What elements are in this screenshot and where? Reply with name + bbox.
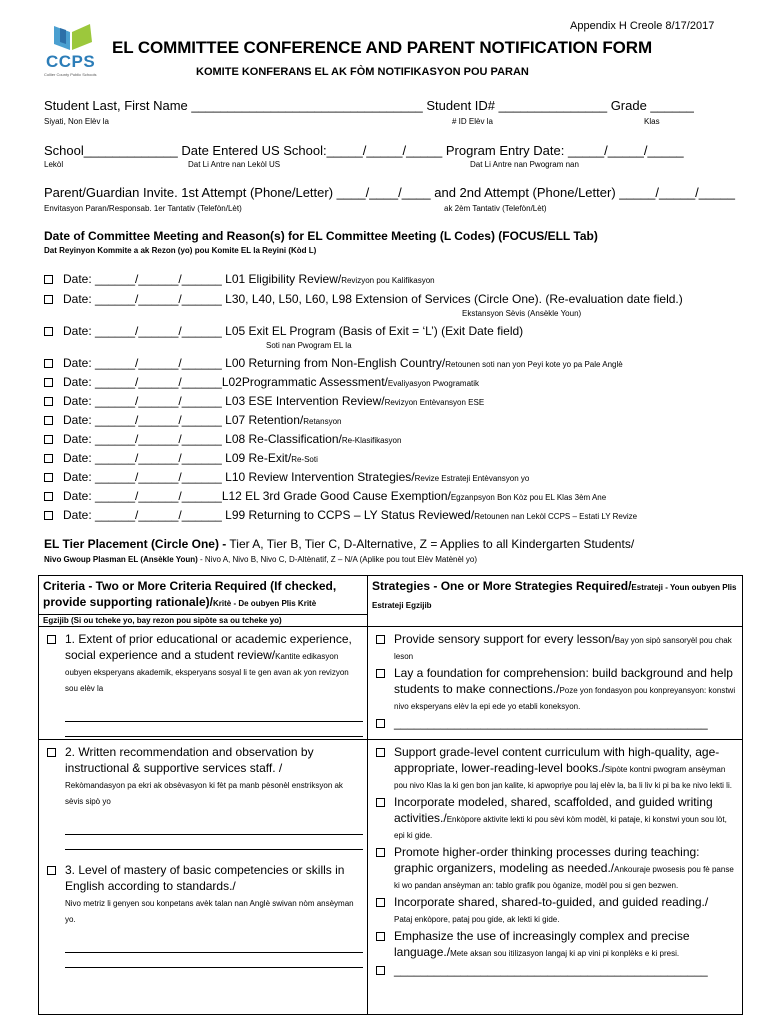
student-info-row[interactable]: Student Last, First Name ________________________________ Student ID# _______________ Grade ______ bbox=[44, 98, 694, 113]
criteria-strategies-table bbox=[38, 575, 743, 1015]
tier-label: EL Tier Placement (Circle One) - bbox=[44, 537, 227, 551]
checkbox[interactable] bbox=[44, 378, 53, 387]
criteria-cell-2 bbox=[39, 740, 368, 1015]
appendix-label: Appendix H Creole 8/17/2017 bbox=[570, 20, 715, 32]
criteria-item[interactable]: 3. Level of mastery of basic competencies or skills in English according to standards./ Nivo metriz li genyen sou konpetans avèk talan nan Anglè swivan nòm ansèyman yo. bbox=[43, 862, 363, 926]
tier-options: Tier A, Tier B, Tier C, D-Alternative, Z = Applies to all Kindergarten Students/ bbox=[226, 537, 635, 551]
checkbox[interactable] bbox=[44, 327, 53, 336]
checkbox[interactable] bbox=[376, 719, 385, 728]
lcode-item[interactable]: Date: ______/______/______ L99 Returning to CCPS – LY Status Reviewed/Retounen nan Lekòl CCPS – Estati LY Revize bbox=[44, 508, 637, 522]
school-tr: Lekòl bbox=[44, 160, 64, 169]
lcode-item[interactable]: Date: ______/______/______ L10 Review Intervention Strategies/Revize Estrateji Entèvansyon yo bbox=[44, 470, 529, 484]
date-entered-tr: Dat Li Antre nan Lekòl US bbox=[188, 160, 281, 169]
checkbox[interactable] bbox=[44, 473, 53, 482]
strategy-item[interactable]: _______________________________________________ bbox=[372, 715, 738, 731]
logo-subtext: Collier County Public Schools bbox=[44, 72, 97, 77]
strategy-item[interactable]: Emphasize the use of increasingly complex and precise language./Mete aksan sou itilizasyon langaj ki ap vini pi konplèks e ki presi. bbox=[372, 928, 738, 960]
tier-translation: Nivo Gwoup Plasman EL (Ansèkle Youn) - Nivo A, Nivo B, Nivo C, D-Altènatif, Z – N/A (Aplike pou tout Elèv Matènèl yo) bbox=[44, 555, 478, 564]
form-title: EL COMMITTEE CONFERENCE AND PARENT NOTIFICATION FORM bbox=[112, 38, 653, 57]
student-name-tr: Siyati, Non Elèv la bbox=[44, 117, 109, 126]
lcode-item[interactable]: Date: ______/______/______ L09 Re-Exit/Re-Soti bbox=[44, 451, 318, 465]
rationale-line[interactable] bbox=[65, 955, 363, 968]
checkbox[interactable] bbox=[44, 435, 53, 444]
strategy-item[interactable]: Support grade-level content curriculum with high-quality, age-appropriate, lower-reading-level books./Sipòte kontni pwogram ansèyman pou nivo Klas la ki gen bon jan kalite, ki apwopriye pou laj elèv la, ba li liv ki pi ba ke nivo lekti li. bbox=[372, 744, 738, 792]
school-row[interactable]: School_____________ Date Entered US School:_____/_____/_____ Program Entry Date: _____/_____/_____ bbox=[44, 143, 684, 158]
checkbox[interactable] bbox=[376, 669, 385, 678]
lcode-sub: Ekstansyon Sèvis (Ansèkle Youn) bbox=[462, 309, 582, 318]
lcode-item[interactable]: Date: ______/______/______ L30, L40, L50, L60, L98 Extension of Services (Circle One). (Re-evaluation date field.) bbox=[44, 292, 683, 306]
strategy-item[interactable]: Promote higher-order thinking processes during teaching: graphic organizers, modeling as needed./Ankouraje pwosesis pou fè panse ki wo pandan ansèyman an: tablo grafik pou òganize, modèl pou si gen bezwen. bbox=[372, 844, 738, 892]
strategy-item[interactable]: _______________________________________________ bbox=[372, 962, 738, 978]
parent-invite-row[interactable]: Parent/Guardian Invite. 1st Attempt (Phone/Letter) ____/____/____ and 2nd Attempt (Phone/Letter) _____/_____/_____ bbox=[44, 185, 735, 200]
checkbox[interactable] bbox=[376, 898, 385, 907]
meeting-section-subtitle: Dat Reyinyon Kommite a ak Rezon (yo) pou Komite EL la Reyini (Kòd L) bbox=[44, 246, 317, 255]
lcode-item[interactable]: Date: ______/______/______ L03 ESE Intervention Review/Revizyon Entèvansyon ESE bbox=[44, 394, 484, 408]
checkbox[interactable] bbox=[44, 492, 53, 501]
rationale-line[interactable] bbox=[65, 709, 363, 722]
lcode-item[interactable]: Date: ______/______/______ L01 Eligibility Review/Revizyon pou Kalifikasyon bbox=[44, 272, 435, 286]
lcode-item[interactable]: Date: ______/______/______ L00 Returning from Non-English Country/Retounen soti nan yon Peyi kote yo pa Pale Anglè bbox=[44, 356, 623, 370]
rationale-line[interactable] bbox=[65, 940, 363, 953]
strategies-cell-1 bbox=[368, 627, 743, 740]
criteria-header: Criteria - Two or More Criteria Required (If checked, provide supporting rationale)/Kritè - De oubyen Plis Kritè bbox=[39, 576, 368, 615]
program-entry-tr: Dat Li Antre nan Pwogram nan bbox=[470, 160, 579, 169]
lcode-sub: Soti nan Pwogram EL la bbox=[266, 341, 352, 350]
checkbox[interactable] bbox=[376, 748, 385, 757]
criteria-cell-1 bbox=[39, 627, 368, 740]
checkbox[interactable] bbox=[44, 275, 53, 284]
checkbox[interactable] bbox=[44, 454, 53, 463]
checkbox[interactable] bbox=[376, 932, 385, 941]
second-attempt-tr: ak 2èm Tantativ (Telefòn/Lèt) bbox=[444, 204, 547, 213]
checkbox[interactable] bbox=[44, 359, 53, 368]
rationale-line[interactable] bbox=[65, 724, 363, 737]
student-id-tr: # ID Elèv la bbox=[452, 117, 493, 126]
strategy-item[interactable]: Incorporate shared, shared-to-guided, and guided reading./ Pataj enkòpore, pataj pou gide, ak lekti ki gide. bbox=[372, 894, 738, 926]
strategies-header: Strategies - One or More Strategies Required/Estrateji - Youn oubyen Plis Estrateji Egzijib bbox=[368, 576, 743, 627]
checkbox[interactable] bbox=[44, 511, 53, 520]
first-attempt-tr: Envitasyon Paran/Responsab. 1er Tantativ (Telefòn/Lèt) bbox=[44, 204, 242, 213]
meeting-section-title: Date of Committee Meeting and Reason(s) for EL Committee Meeting (L Codes) (FOCUS/ELL Tab) bbox=[44, 229, 598, 243]
checkbox[interactable] bbox=[47, 748, 56, 757]
criteria-header-tr: Egzijib (Si ou tcheke yo, bay rezon pou sipòte sa ou tcheke yo) bbox=[39, 615, 368, 627]
strategy-item[interactable]: Provide sensory support for every lesson/Bay yon sipò sansoryèl pou chak leson bbox=[372, 631, 738, 663]
strategy-item[interactable]: Lay a foundation for comprehension: build background and help students to make connections./Poze yon fondasyon pou konpreyansyon: konstwi nivo eksperyans elèv la epi ede yo etabli koneksyon. bbox=[372, 665, 738, 713]
checkbox[interactable] bbox=[44, 416, 53, 425]
checkbox[interactable] bbox=[376, 848, 385, 857]
checkbox[interactable] bbox=[44, 295, 53, 304]
criteria-item[interactable]: 2. Written recommendation and observation by instructional & supportive services staff. / Rekòmandasyon pa ekri ak obsèvasyon ki fèt pa manb pèsonèl enstriksyon ak sèvis sipò yo bbox=[43, 744, 363, 808]
lcode-item[interactable]: Date: ______/______/______L02Programmatic Assessment/Evaliyasyon Pwogramatik bbox=[44, 375, 479, 389]
logo-text: CCPS bbox=[46, 52, 96, 71]
grade-tr: Klas bbox=[644, 117, 660, 126]
strategies-cell-2 bbox=[368, 740, 743, 1015]
lcode-item[interactable]: Date: ______/______/______ L05 Exit EL Program (Basis of Exit = ‘L’) (Exit Date field) bbox=[44, 324, 523, 338]
checkbox[interactable] bbox=[47, 866, 56, 875]
checkbox[interactable] bbox=[376, 798, 385, 807]
checkbox[interactable] bbox=[376, 635, 385, 644]
form-subtitle: KOMITE KONFERANS EL AK FÒM NOTIFIKASYON POU PARAN bbox=[196, 66, 529, 78]
checkbox[interactable] bbox=[47, 635, 56, 644]
criteria-item[interactable]: 1. Extent of prior educational or academic experience, social experience and a student review/Kantite edikasyon oubyen eksperyans akademik, eksperyans sosyal li te gen avan ak yon revizyon sou elèv la bbox=[43, 631, 363, 695]
rationale-line[interactable] bbox=[65, 822, 363, 835]
lcode-item[interactable]: Date: ______/______/______ L08 Re-Classification/Re-Klasifikasyon bbox=[44, 432, 401, 446]
tier-placement[interactable] bbox=[44, 537, 634, 551]
checkbox[interactable] bbox=[44, 397, 53, 406]
rationale-line[interactable] bbox=[65, 837, 363, 850]
lcode-item[interactable]: Date: ______/______/______L12 EL 3rd Grade Good Cause Exemption/Egzanpsyon Bon Kòz pou EL Klas 3èm Ane bbox=[44, 489, 606, 503]
lcode-item[interactable]: Date: ______/______/______ L07 Retention/Retansyon bbox=[44, 413, 341, 427]
checkbox[interactable] bbox=[376, 966, 385, 975]
strategy-item[interactable]: Incorporate modeled, shared, scaffolded, and guided writing activities./Enkòpore aktivite lekti ki pou sèvi kòm modèl, ki pataje, ki konstwi youn sou lòt, epi ki gide. bbox=[372, 794, 738, 842]
